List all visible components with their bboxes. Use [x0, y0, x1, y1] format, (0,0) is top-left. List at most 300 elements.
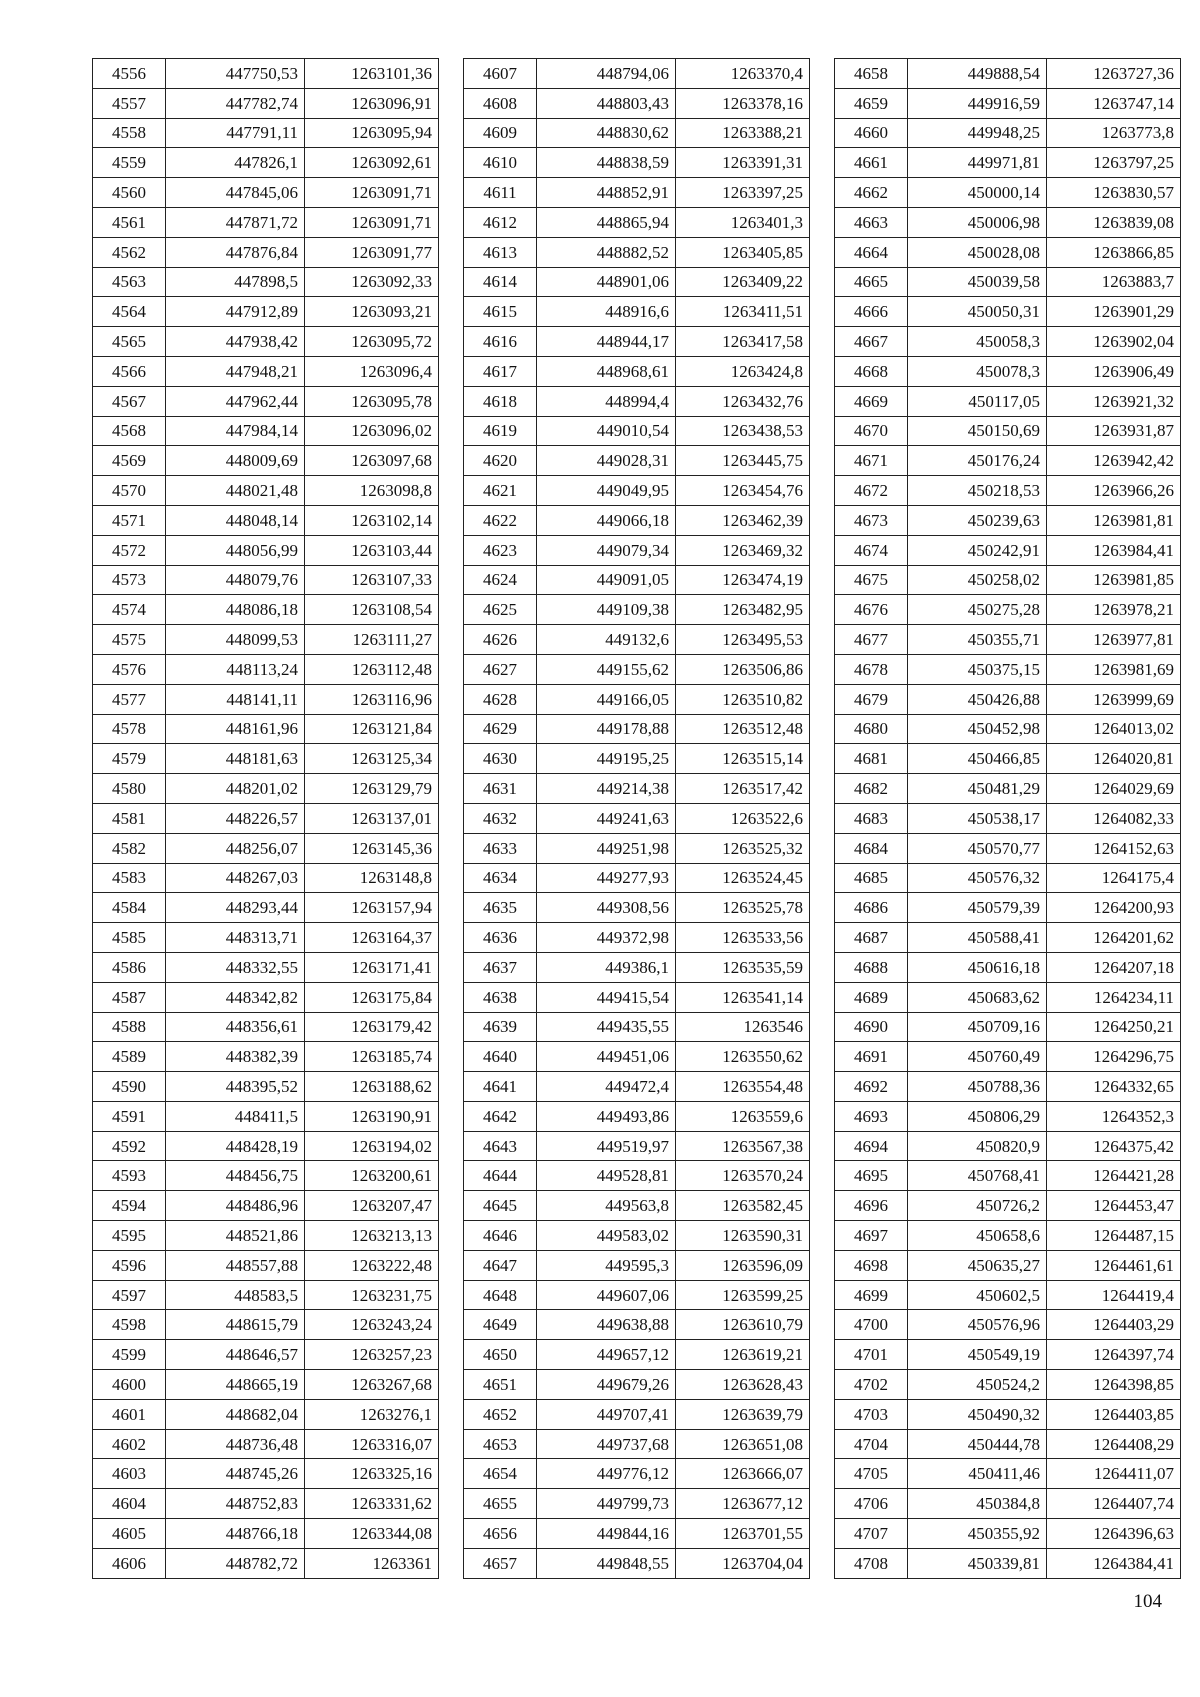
table-row [93, 1012, 439, 1042]
x-coordinate-cell: 450588,41 [908, 923, 1047, 953]
point-number-cell: 4584 [93, 893, 166, 923]
point-number-cell: 4700 [835, 1310, 908, 1340]
point-number-cell: 4586 [93, 952, 166, 982]
y-coordinate-cell: 1264152,63 [1047, 833, 1181, 863]
table-row [835, 1012, 1181, 1042]
x-coordinate-cell: 450275,28 [908, 595, 1047, 625]
y-coordinate-cell: 1264207,18 [1047, 952, 1181, 982]
x-coordinate-cell: 450726,2 [908, 1191, 1047, 1221]
y-coordinate-cell: 1263966,26 [1047, 476, 1181, 506]
table-row [464, 1191, 810, 1221]
y-coordinate-cell: 1263931,87 [1047, 416, 1181, 446]
table-row [835, 356, 1181, 386]
x-coordinate-cell: 450466,85 [908, 744, 1047, 774]
table-row [93, 207, 439, 237]
x-coordinate-cell: 449109,38 [537, 595, 676, 625]
x-coordinate-cell: 449707,41 [537, 1399, 676, 1429]
point-number-cell: 4605 [93, 1519, 166, 1549]
point-number-cell: 4612 [464, 207, 537, 237]
x-coordinate-cell: 448557,88 [166, 1250, 305, 1280]
x-coordinate-cell: 449195,25 [537, 744, 676, 774]
y-coordinate-cell: 1263101,36 [305, 59, 439, 89]
x-coordinate-cell: 449079,34 [537, 535, 676, 565]
y-coordinate-cell: 1263096,91 [305, 88, 439, 118]
table-row [464, 565, 810, 595]
x-coordinate-cell: 447750,53 [166, 59, 305, 89]
y-coordinate-cell: 1263977,81 [1047, 625, 1181, 655]
point-number-cell: 4613 [464, 237, 537, 267]
y-coordinate-cell: 1263207,47 [305, 1191, 439, 1221]
table-row [93, 1280, 439, 1310]
table-row [93, 565, 439, 595]
y-coordinate-cell: 1263175,84 [305, 982, 439, 1012]
y-coordinate-cell: 1263454,76 [676, 476, 810, 506]
x-coordinate-cell: 448113,24 [166, 654, 305, 684]
table-row [835, 535, 1181, 565]
point-number-cell: 4614 [464, 267, 537, 297]
x-coordinate-cell: 450658,6 [908, 1221, 1047, 1251]
table-row [835, 833, 1181, 863]
point-number-cell: 4638 [464, 982, 537, 1012]
table-row [835, 446, 1181, 476]
point-number-cell: 4662 [835, 178, 908, 208]
table-row [93, 356, 439, 386]
point-number-cell: 4677 [835, 625, 908, 655]
point-number-cell: 4603 [93, 1459, 166, 1489]
table-row [464, 88, 810, 118]
x-coordinate-cell: 450576,96 [908, 1310, 1047, 1340]
table-row [93, 1370, 439, 1400]
x-coordinate-cell: 450339,81 [908, 1548, 1047, 1578]
point-number-cell: 4667 [835, 327, 908, 357]
x-coordinate-cell: 449010,54 [537, 416, 676, 446]
table-row [835, 982, 1181, 1012]
table-row [835, 654, 1181, 684]
y-coordinate-cell: 1263462,39 [676, 505, 810, 535]
table-row [464, 1519, 810, 1549]
x-coordinate-cell: 449583,02 [537, 1221, 676, 1251]
point-number-cell: 4687 [835, 923, 908, 953]
x-coordinate-cell: 449638,88 [537, 1310, 676, 1340]
y-coordinate-cell: 1263171,41 [305, 952, 439, 982]
point-number-cell: 4594 [93, 1191, 166, 1221]
x-coordinate-cell: 448256,07 [166, 833, 305, 863]
table-row [464, 327, 810, 357]
table-row [93, 863, 439, 893]
table-row [835, 565, 1181, 595]
point-number-cell: 4588 [93, 1012, 166, 1042]
point-number-cell: 4616 [464, 327, 537, 357]
x-coordinate-cell: 448852,91 [537, 178, 676, 208]
y-coordinate-cell: 1264013,02 [1047, 714, 1181, 744]
y-coordinate-cell: 1263525,78 [676, 893, 810, 923]
table-row [464, 207, 810, 237]
y-coordinate-cell: 1263432,76 [676, 386, 810, 416]
x-coordinate-cell: 447782,74 [166, 88, 305, 118]
x-coordinate-cell: 449251,98 [537, 833, 676, 863]
x-coordinate-cell: 450411,46 [908, 1459, 1047, 1489]
point-number-cell: 4626 [464, 625, 537, 655]
x-coordinate-cell: 448382,39 [166, 1042, 305, 1072]
y-coordinate-cell: 1264250,21 [1047, 1012, 1181, 1042]
y-coordinate-cell: 1263567,38 [676, 1131, 810, 1161]
y-coordinate-cell: 1264175,4 [1047, 863, 1181, 893]
table-row [835, 1161, 1181, 1191]
y-coordinate-cell: 1263378,16 [676, 88, 810, 118]
x-coordinate-cell: 449435,55 [537, 1012, 676, 1042]
y-coordinate-cell: 1263411,51 [676, 297, 810, 327]
point-number-cell: 4560 [93, 178, 166, 208]
y-coordinate-cell: 1263111,27 [305, 625, 439, 655]
y-coordinate-cell: 1263276,1 [305, 1399, 439, 1429]
table-row [835, 237, 1181, 267]
x-coordinate-cell: 450000,14 [908, 178, 1047, 208]
point-number-cell: 4680 [835, 714, 908, 744]
table-row [464, 267, 810, 297]
x-coordinate-cell: 450375,15 [908, 654, 1047, 684]
point-number-cell: 4565 [93, 327, 166, 357]
point-number-cell: 4691 [835, 1042, 908, 1072]
table-row [93, 744, 439, 774]
point-number-cell: 4571 [93, 505, 166, 535]
point-number-cell: 4567 [93, 386, 166, 416]
point-number-cell: 4563 [93, 267, 166, 297]
y-coordinate-cell: 1263194,02 [305, 1131, 439, 1161]
x-coordinate-cell: 448141,11 [166, 684, 305, 714]
x-coordinate-cell: 448968,61 [537, 356, 676, 386]
table-row [835, 1101, 1181, 1131]
x-coordinate-cell: 450579,39 [908, 893, 1047, 923]
y-coordinate-cell: 1263200,61 [305, 1161, 439, 1191]
point-number-cell: 4602 [93, 1429, 166, 1459]
table-row [93, 148, 439, 178]
x-coordinate-cell: 449916,59 [908, 88, 1047, 118]
table-row [464, 952, 810, 982]
table-row [835, 714, 1181, 744]
table-row [93, 446, 439, 476]
point-number-cell: 4610 [464, 148, 537, 178]
point-number-cell: 4583 [93, 863, 166, 893]
x-coordinate-cell: 448009,69 [166, 446, 305, 476]
point-number-cell: 4708 [835, 1548, 908, 1578]
y-coordinate-cell: 1263550,62 [676, 1042, 810, 1072]
point-number-cell: 4665 [835, 267, 908, 297]
x-coordinate-cell: 450218,53 [908, 476, 1047, 506]
y-coordinate-cell: 1263095,78 [305, 386, 439, 416]
x-coordinate-cell: 449737,68 [537, 1429, 676, 1459]
table-row [835, 1340, 1181, 1370]
x-coordinate-cell: 448682,04 [166, 1399, 305, 1429]
x-coordinate-cell: 449049,95 [537, 476, 676, 506]
x-coordinate-cell: 450576,32 [908, 863, 1047, 893]
table-row [93, 297, 439, 327]
point-number-cell: 4564 [93, 297, 166, 327]
y-coordinate-cell: 1264332,65 [1047, 1072, 1181, 1102]
table-row [835, 59, 1181, 89]
table-row [93, 923, 439, 953]
point-number-cell: 4669 [835, 386, 908, 416]
y-coordinate-cell: 1264487,15 [1047, 1221, 1181, 1251]
y-coordinate-cell: 1263243,24 [305, 1310, 439, 1340]
table-row [464, 1131, 810, 1161]
point-number-cell: 4580 [93, 774, 166, 804]
table-row [835, 923, 1181, 953]
table-row [93, 1310, 439, 1340]
y-coordinate-cell: 1263344,08 [305, 1519, 439, 1549]
table-row [93, 88, 439, 118]
y-coordinate-cell: 1263157,94 [305, 893, 439, 923]
point-number-cell: 4631 [464, 774, 537, 804]
x-coordinate-cell: 450355,71 [908, 625, 1047, 655]
y-coordinate-cell: 1263148,8 [305, 863, 439, 893]
table-row [835, 118, 1181, 148]
y-coordinate-cell: 1264408,29 [1047, 1429, 1181, 1459]
table-row [93, 1519, 439, 1549]
point-number-cell: 4608 [464, 88, 537, 118]
x-coordinate-cell: 448646,57 [166, 1340, 305, 1370]
point-number-cell: 4590 [93, 1072, 166, 1102]
x-coordinate-cell: 449493,86 [537, 1101, 676, 1131]
point-number-cell: 4572 [93, 535, 166, 565]
table-row [93, 803, 439, 833]
table-row [835, 744, 1181, 774]
table-row [835, 1459, 1181, 1489]
table-row [464, 505, 810, 535]
table-row [464, 893, 810, 923]
x-coordinate-cell: 448313,71 [166, 923, 305, 953]
table-row [835, 1519, 1181, 1549]
table-row [835, 416, 1181, 446]
y-coordinate-cell: 1264398,85 [1047, 1370, 1181, 1400]
y-coordinate-cell: 1264407,74 [1047, 1489, 1181, 1519]
x-coordinate-cell: 449028,31 [537, 446, 676, 476]
point-number-cell: 4646 [464, 1221, 537, 1251]
y-coordinate-cell: 1263522,6 [676, 803, 810, 833]
x-coordinate-cell: 449372,98 [537, 923, 676, 953]
x-coordinate-cell: 450570,77 [908, 833, 1047, 863]
x-coordinate-cell: 449308,56 [537, 893, 676, 923]
table-row [464, 535, 810, 565]
x-coordinate-cell: 450524,2 [908, 1370, 1047, 1400]
x-coordinate-cell: 449091,05 [537, 565, 676, 595]
point-number-cell: 4604 [93, 1489, 166, 1519]
table-row [464, 923, 810, 953]
y-coordinate-cell: 1263981,69 [1047, 654, 1181, 684]
point-number-cell: 4707 [835, 1519, 908, 1549]
y-coordinate-cell: 1263570,24 [676, 1161, 810, 1191]
y-coordinate-cell: 1263213,13 [305, 1221, 439, 1251]
table-row [835, 386, 1181, 416]
y-coordinate-cell: 1263093,21 [305, 297, 439, 327]
x-coordinate-cell: 450117,05 [908, 386, 1047, 416]
x-coordinate-cell: 448226,57 [166, 803, 305, 833]
y-coordinate-cell: 1263651,08 [676, 1429, 810, 1459]
y-coordinate-cell: 1263474,19 [676, 565, 810, 595]
point-number-cell: 4607 [464, 59, 537, 89]
table-row [464, 1429, 810, 1459]
x-coordinate-cell: 448181,63 [166, 744, 305, 774]
point-number-cell: 4558 [93, 118, 166, 148]
y-coordinate-cell: 1264234,11 [1047, 982, 1181, 1012]
point-number-cell: 4635 [464, 893, 537, 923]
y-coordinate-cell: 1263610,79 [676, 1310, 810, 1340]
x-coordinate-cell: 450150,69 [908, 416, 1047, 446]
point-number-cell: 4595 [93, 1221, 166, 1251]
y-coordinate-cell: 1263405,85 [676, 237, 810, 267]
point-number-cell: 4693 [835, 1101, 908, 1131]
point-number-cell: 4649 [464, 1310, 537, 1340]
y-coordinate-cell: 1263438,53 [676, 416, 810, 446]
y-coordinate-cell: 1263095,94 [305, 118, 439, 148]
y-coordinate-cell: 1263331,62 [305, 1489, 439, 1519]
table-row [93, 1250, 439, 1280]
x-coordinate-cell: 449607,06 [537, 1280, 676, 1310]
y-coordinate-cell: 1263517,42 [676, 774, 810, 804]
table-row [93, 1161, 439, 1191]
point-number-cell: 4659 [835, 88, 908, 118]
point-number-cell: 4675 [835, 565, 908, 595]
point-number-cell: 4576 [93, 654, 166, 684]
x-coordinate-cell: 448161,96 [166, 714, 305, 744]
point-number-cell: 4577 [93, 684, 166, 714]
table-row [464, 1280, 810, 1310]
y-coordinate-cell: 1263559,6 [676, 1101, 810, 1131]
table-row [835, 476, 1181, 506]
table-row [464, 1012, 810, 1042]
y-coordinate-cell: 1263188,62 [305, 1072, 439, 1102]
table-row [93, 893, 439, 923]
point-number-cell: 4627 [464, 654, 537, 684]
table-row [835, 1131, 1181, 1161]
y-coordinate-cell: 1263639,79 [676, 1399, 810, 1429]
y-coordinate-cell: 1263267,68 [305, 1370, 439, 1400]
y-coordinate-cell: 1263137,01 [305, 803, 439, 833]
x-coordinate-cell: 448944,17 [537, 327, 676, 357]
table-row [835, 1548, 1181, 1578]
x-coordinate-cell: 450384,8 [908, 1489, 1047, 1519]
y-coordinate-cell: 1263361 [305, 1548, 439, 1578]
point-number-cell: 4682 [835, 774, 908, 804]
table-row [93, 237, 439, 267]
table-row [835, 267, 1181, 297]
table-row [835, 1399, 1181, 1429]
x-coordinate-cell: 450239,63 [908, 505, 1047, 535]
y-coordinate-cell: 1263999,69 [1047, 684, 1181, 714]
x-coordinate-cell: 448736,48 [166, 1429, 305, 1459]
y-coordinate-cell: 1263164,37 [305, 923, 439, 953]
point-number-cell: 4589 [93, 1042, 166, 1072]
point-number-cell: 4582 [93, 833, 166, 863]
x-coordinate-cell: 449799,73 [537, 1489, 676, 1519]
table-row [464, 1459, 810, 1489]
table-row [93, 1399, 439, 1429]
table-row [464, 118, 810, 148]
y-coordinate-cell: 1263316,07 [305, 1429, 439, 1459]
point-number-cell: 4663 [835, 207, 908, 237]
point-number-cell: 4622 [464, 505, 537, 535]
point-number-cell: 4593 [93, 1161, 166, 1191]
table-row [93, 1429, 439, 1459]
y-coordinate-cell: 1263666,07 [676, 1459, 810, 1489]
point-number-cell: 4644 [464, 1161, 537, 1191]
point-number-cell: 4654 [464, 1459, 537, 1489]
table-row [835, 1191, 1181, 1221]
x-coordinate-cell: 449657,12 [537, 1340, 676, 1370]
x-coordinate-cell: 450355,92 [908, 1519, 1047, 1549]
table-row [835, 625, 1181, 655]
x-coordinate-cell: 449948,25 [908, 118, 1047, 148]
x-coordinate-cell: 448665,19 [166, 1370, 305, 1400]
table-row [93, 1191, 439, 1221]
point-number-cell: 4579 [93, 744, 166, 774]
point-number-cell: 4581 [93, 803, 166, 833]
x-coordinate-cell: 449066,18 [537, 505, 676, 535]
y-coordinate-cell: 1263628,43 [676, 1370, 810, 1400]
point-number-cell: 4664 [835, 237, 908, 267]
y-coordinate-cell: 1263984,41 [1047, 535, 1181, 565]
table-row [464, 476, 810, 506]
point-number-cell: 4634 [464, 863, 537, 893]
table-row [835, 178, 1181, 208]
y-coordinate-cell: 1264453,47 [1047, 1191, 1181, 1221]
table-row [835, 1429, 1181, 1459]
x-coordinate-cell: 448021,48 [166, 476, 305, 506]
table-row [93, 59, 439, 89]
table-row [464, 654, 810, 684]
y-coordinate-cell: 1263981,81 [1047, 505, 1181, 535]
x-coordinate-cell: 447871,72 [166, 207, 305, 237]
y-coordinate-cell: 1263510,82 [676, 684, 810, 714]
point-number-cell: 4673 [835, 505, 908, 535]
point-number-cell: 4655 [464, 1489, 537, 1519]
y-coordinate-cell: 1263417,58 [676, 327, 810, 357]
table-row [93, 1042, 439, 1072]
y-coordinate-cell: 1263091,71 [305, 207, 439, 237]
table-row [464, 148, 810, 178]
point-number-cell: 4575 [93, 625, 166, 655]
y-coordinate-cell: 1263704,04 [676, 1548, 810, 1578]
x-coordinate-cell: 450058,3 [908, 327, 1047, 357]
point-number-cell: 4569 [93, 446, 166, 476]
point-number-cell: 4585 [93, 923, 166, 953]
point-number-cell: 4618 [464, 386, 537, 416]
x-coordinate-cell: 449971,81 [908, 148, 1047, 178]
x-coordinate-cell: 448615,79 [166, 1310, 305, 1340]
y-coordinate-cell: 1263096,4 [305, 356, 439, 386]
x-coordinate-cell: 448293,44 [166, 893, 305, 923]
x-coordinate-cell: 449844,16 [537, 1519, 676, 1549]
page-number: 104 [1133, 1591, 1162, 1612]
y-coordinate-cell: 1263590,31 [676, 1221, 810, 1251]
table-row [93, 416, 439, 446]
table-row [93, 1489, 439, 1519]
x-coordinate-cell: 449595,3 [537, 1250, 676, 1280]
x-coordinate-cell: 448794,06 [537, 59, 676, 89]
table-row [464, 625, 810, 655]
x-coordinate-cell: 450760,49 [908, 1042, 1047, 1072]
x-coordinate-cell: 449519,97 [537, 1131, 676, 1161]
table-row [464, 386, 810, 416]
x-coordinate-cell: 448356,61 [166, 1012, 305, 1042]
y-coordinate-cell: 1263901,29 [1047, 297, 1181, 327]
point-number-cell: 4570 [93, 476, 166, 506]
y-coordinate-cell: 1263129,79 [305, 774, 439, 804]
y-coordinate-cell: 1263599,25 [676, 1280, 810, 1310]
point-number-cell: 4557 [93, 88, 166, 118]
y-coordinate-cell: 1263677,12 [676, 1489, 810, 1519]
point-number-cell: 4600 [93, 1370, 166, 1400]
point-number-cell: 4609 [464, 118, 537, 148]
